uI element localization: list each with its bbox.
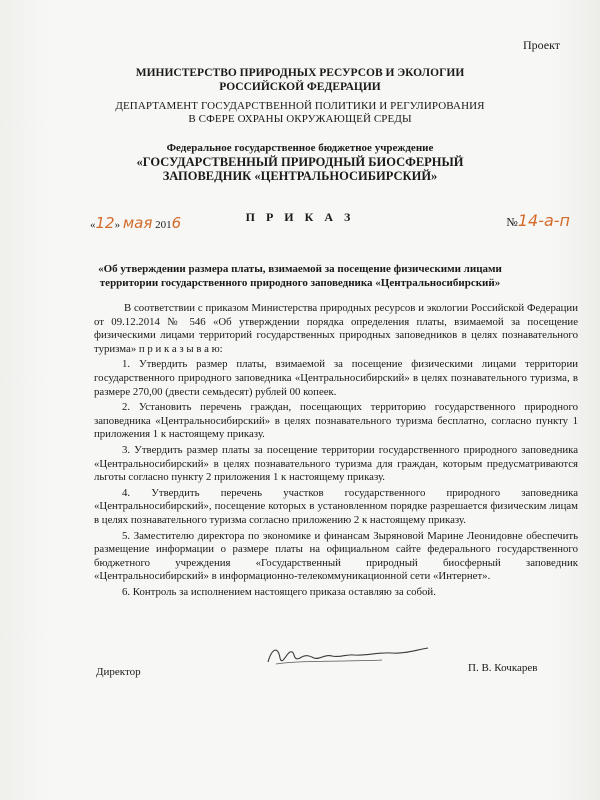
subject-line: «Об утверждении размера платы, взимаемой за посещение физическими лицами	[98, 263, 502, 275]
number-value: 14-а-п	[517, 211, 570, 230]
ministry-line: РОССИЙСКОЙ ФЕДЕРАЦИИ	[219, 81, 381, 93]
department-line: ДЕПАРТАМЕНТ ГОСУДАРСТВЕННОЙ ПОЛИТИКИ И РЕГУЛИРОВАНИЯ	[115, 100, 485, 112]
institution-line: ЗАПОВЕДНИК «ЦЕНТРАЛЬНОСИБИРСКИЙ»	[162, 169, 438, 183]
order-body	[94, 302, 578, 601]
order-item: 3. Утвердить размер платы за посещение территории государственного природного заповедника «Центральносибирский» в целях познавательного туризма для граждан, которым предусматриваются льготы согласно пункту 2 приложения 1 к настоящему приказу.	[94, 443, 578, 484]
date-month: мая	[122, 214, 153, 232]
date-close-quote: »	[114, 219, 121, 231]
preamble-paragraph: В соответствии с приказом Министерства природных ресурсов и экологии Российской Федерации от 09.12.2014 № 546 «Об утверждении порядка определения платы, взимаемой за посещение физическими лицами территорий государственных природных заповедников в целях познавательного туризма» п р и к а з ы в а ю:	[94, 302, 578, 355]
order-subject	[0, 262, 600, 290]
number-prefix: №	[506, 215, 518, 229]
signer-name: П. В. Кочкарев	[468, 662, 538, 674]
department-line: В СФЕРЕ ОХРАНЫ ОКРУЖАЮЩЕЙ СРЕДЫ	[188, 113, 412, 125]
institution-line: Федеральное государственное бюджетное учреждение	[166, 142, 434, 154]
order-item: 4. Утвердить перечень участков государственного природного заповедника «Центральносибирский», посещение которых в установленном порядке разрешается физическим лицам в целях познавательного туризма согласно приложению 2 к настоящему приказу.	[94, 486, 578, 526]
date-open-quote: «	[90, 219, 96, 231]
order-date	[90, 214, 181, 232]
order-item: 6. Контроль за исполнением настоящего приказа оставляю за собой.	[122, 585, 436, 598]
signer-position: Директор	[96, 666, 141, 678]
institution-line: «ГОСУДАРСТВЕННЫЙ ПРИРОДНЫЙ БИОСФЕРНЫЙ	[136, 155, 464, 169]
date-year-prefix: 201	[155, 219, 172, 231]
date-day: 12	[95, 214, 115, 232]
ministry-line: МИНИСТЕРСТВО ПРИРОДНЫХ РЕСУРСОВ И ЭКОЛОГИИ	[135, 67, 465, 79]
draft-label: Проект	[522, 38, 560, 52]
order-title: П Р И К А З	[245, 210, 355, 224]
order-item: 5. Заместителю директора по экономике и финансам Зыряновой Марине Леонидовне обеспечить размещение информации о размере платы на официальном сайте федерального государственного бюджетного учреждения «Государственный природный биосферный заповедник «Центральносибирский» в информационно-телекоммуникационной сети «Интернет».	[94, 529, 578, 583]
department-header	[0, 100, 600, 126]
order-item: 1. Утвердить размер платы, взимаемой за посещение физическими лицами территории государственного природного заповедника «Центральносибирский» в целях познавательного туризма, в размере 270,00 (двести семьдесят) рублей 00 копеек.	[94, 358, 578, 398]
order-item: 2. Установить перечень граждан, посещающих территорию государственного природного заповедника «Центральносибирский» в целях познавательного туризма бесплатно, согласно пункту 1 приложения 1 к настоящему приказу.	[94, 401, 578, 441]
handwritten-signature	[262, 640, 432, 674]
institution-header	[0, 141, 600, 183]
ministry-header	[0, 66, 600, 94]
subject-line: территории государственного природного заповедника «Центральносибирский»	[99, 277, 501, 289]
order-number	[506, 211, 570, 230]
date-year-suffix: 6	[171, 214, 182, 232]
